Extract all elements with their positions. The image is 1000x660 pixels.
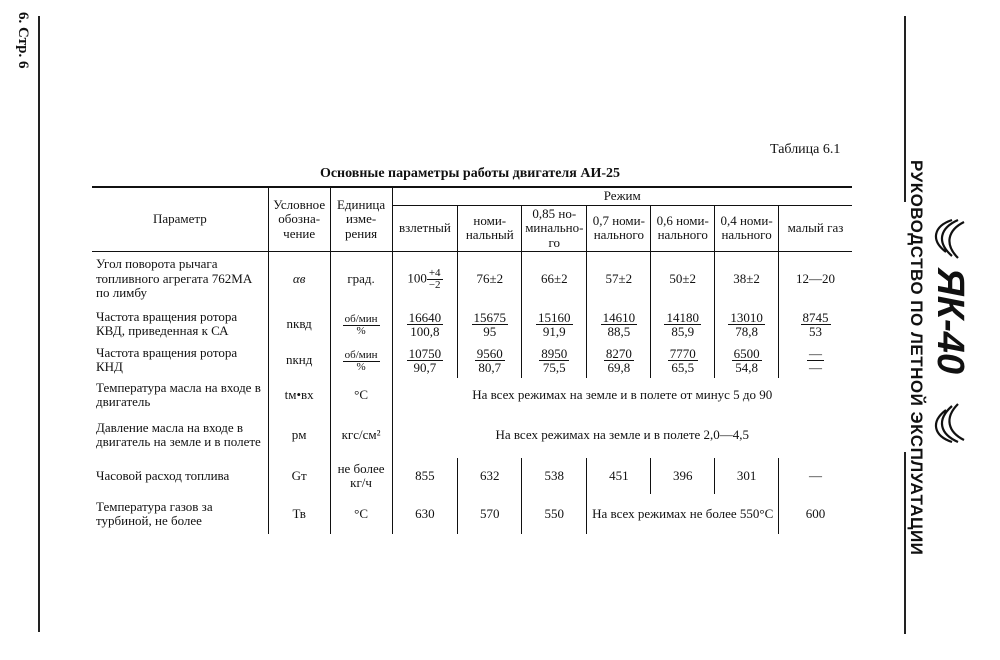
- value-cell: [392, 342, 458, 378]
- table-row: [92, 342, 852, 378]
- unit-numerator: об/мин: [344, 313, 378, 326]
- header-parameter: Параметр: [92, 187, 268, 252]
- param-symbol: tм•вх: [268, 378, 330, 412]
- numerator: 15160: [538, 309, 571, 325]
- denominator: —: [809, 359, 823, 375]
- numerator: 14180: [666, 309, 699, 325]
- value-cell: [392, 306, 458, 342]
- denominator: 80,7: [478, 359, 502, 375]
- numerator: —: [809, 345, 823, 361]
- value-cell: 57±2: [587, 252, 651, 307]
- param-unit: не более кг/ч: [330, 458, 392, 494]
- value-cell: [522, 306, 587, 342]
- aircraft-logo: [924, 216, 980, 451]
- table-row: [92, 412, 852, 458]
- value-cell: —: [779, 458, 852, 494]
- param-name: Частота вращения ротора КВД, приведенная к СА: [96, 308, 238, 339]
- header-mode: Режим: [392, 187, 852, 205]
- value-cell: [392, 252, 458, 307]
- aircraft-logo-graphic: [924, 216, 980, 446]
- value-cell: [715, 306, 779, 342]
- param-name: Часовой расход топлива: [96, 467, 230, 483]
- value-cell: 570: [458, 494, 522, 534]
- numerator: 15675: [473, 309, 507, 325]
- denominator: 53: [809, 323, 823, 339]
- value-cell: [715, 342, 779, 378]
- header-mode-nominal: номи-нальный: [458, 205, 522, 252]
- takeoff-tol-plus: +4: [428, 266, 441, 279]
- numerator: 8745: [802, 309, 829, 325]
- table-row: [92, 252, 852, 307]
- value-cell: 451: [587, 458, 651, 494]
- unit-numerator: об/мин: [344, 349, 378, 362]
- denominator: 91,9: [542, 323, 566, 339]
- value-cell: [587, 342, 651, 378]
- header-mode-idle: малый газ: [779, 205, 852, 252]
- note-cell: На всех режимах на земле и в полете от минус 5 до 90: [392, 378, 852, 412]
- numerator: 10750: [408, 345, 442, 361]
- param-name: Частота вращения ротора КНД: [96, 344, 238, 375]
- note-cell: На всех режимах на земле и в полете 2,0—4,5: [392, 412, 852, 458]
- note-cell: На всех режимах не более 550°С: [587, 494, 779, 534]
- header-mode-06: 0,6 номи-нального: [651, 205, 715, 252]
- param-name: Угол поворота рычага топливного агрегата 762МА по лимбу: [96, 256, 253, 301]
- param-symbol: αв: [268, 252, 330, 307]
- numerator: 9560: [476, 345, 503, 361]
- param-symbol: nкнд: [268, 342, 330, 378]
- header-mode-04: 0,4 номи-нального: [715, 205, 779, 252]
- numerator: 8270: [605, 345, 632, 361]
- value-cell: 855: [392, 458, 458, 494]
- table-row: [92, 494, 852, 534]
- denominator: 85,9: [671, 323, 695, 339]
- numerator: 7770: [669, 345, 696, 361]
- numerator: 16640: [408, 309, 442, 325]
- value-cell: [458, 342, 522, 378]
- value-cell: 396: [651, 458, 715, 494]
- denominator: 100,8: [410, 323, 440, 339]
- value-cell: [458, 306, 522, 342]
- header-mode-085: 0,85 но-минально-го: [522, 205, 587, 252]
- value-cell: 12—20: [779, 252, 852, 307]
- param-symbol: Тв: [268, 494, 330, 534]
- param-unit: °С: [330, 378, 392, 412]
- manual-title: РУКОВОДСТВО ПО ЛЕТНОЙ ЭКСПЛУАТАЦИИ: [907, 160, 926, 556]
- value-cell: [651, 306, 715, 342]
- value-cell: [779, 306, 852, 342]
- denominator: 65,5: [671, 359, 695, 375]
- header-unit: Единица изме-рения: [330, 187, 392, 252]
- value-cell: 38±2: [715, 252, 779, 307]
- param-unit: [330, 342, 392, 378]
- param-unit: кгс/см²: [330, 412, 392, 458]
- numerator: 6500: [733, 345, 760, 361]
- header-mode-07: 0,7 номи-нального: [587, 205, 651, 252]
- value-cell: 550: [522, 494, 587, 534]
- value-cell: 632: [458, 458, 522, 494]
- param-unit: [330, 306, 392, 342]
- param-symbol: nквд: [268, 306, 330, 342]
- param-name: Температура масла на входе в двигатель: [96, 379, 261, 410]
- left-margin-rule: [38, 16, 40, 632]
- param-unit: °С: [330, 494, 392, 534]
- numerator: 13010: [730, 309, 763, 325]
- denominator: 78,8: [735, 323, 758, 339]
- value-cell: [779, 342, 852, 378]
- header-symbol: Условное обозна-чение: [268, 187, 330, 252]
- value-cell: 301: [715, 458, 779, 494]
- aircraft-name: ЯК-40: [929, 268, 971, 374]
- param-unit: град.: [330, 252, 392, 307]
- denominator: 90,7: [413, 359, 437, 375]
- param-symbol: pм: [268, 412, 330, 458]
- page-label: 6. Стр. 6: [15, 12, 31, 69]
- denominator: 75,5: [542, 359, 566, 375]
- unit-denominator: %: [356, 325, 366, 338]
- value-cell: [522, 342, 587, 378]
- value-cell: 76±2: [458, 252, 522, 307]
- value-cell: 50±2: [651, 252, 715, 307]
- value-cell: 600: [779, 494, 852, 534]
- takeoff-tol-minus: −2: [428, 278, 441, 291]
- table-caption: Основные параметры работы двигателя АИ-25: [319, 166, 621, 181]
- value-cell: 66±2: [522, 252, 587, 307]
- engine-parameters-table: [92, 186, 852, 534]
- denominator: 54,8: [735, 359, 758, 375]
- param-name: Давление масла на входе в двигатель на земле и в полете: [96, 419, 261, 450]
- value-cell: 630: [392, 494, 458, 534]
- takeoff-base: 100: [407, 270, 427, 286]
- value-cell: [587, 306, 651, 342]
- table-row: [92, 306, 852, 342]
- value-cell: [651, 342, 715, 378]
- table-row: [92, 378, 852, 412]
- param-name: Температура газов за турбиной, не более: [96, 498, 213, 529]
- header-mode-takeoff: взлетный: [392, 205, 458, 252]
- unit-denominator: %: [356, 361, 366, 374]
- denominator: 88,5: [607, 323, 631, 339]
- table-number: Таблица 6.1: [770, 142, 841, 157]
- denominator: 95: [483, 323, 497, 339]
- param-symbol: Gт: [268, 458, 330, 494]
- value-cell: 538: [522, 458, 587, 494]
- numerator: 14610: [602, 309, 636, 325]
- table-row: [92, 458, 852, 494]
- denominator: 69,8: [607, 359, 631, 375]
- numerator: 8950: [541, 345, 568, 361]
